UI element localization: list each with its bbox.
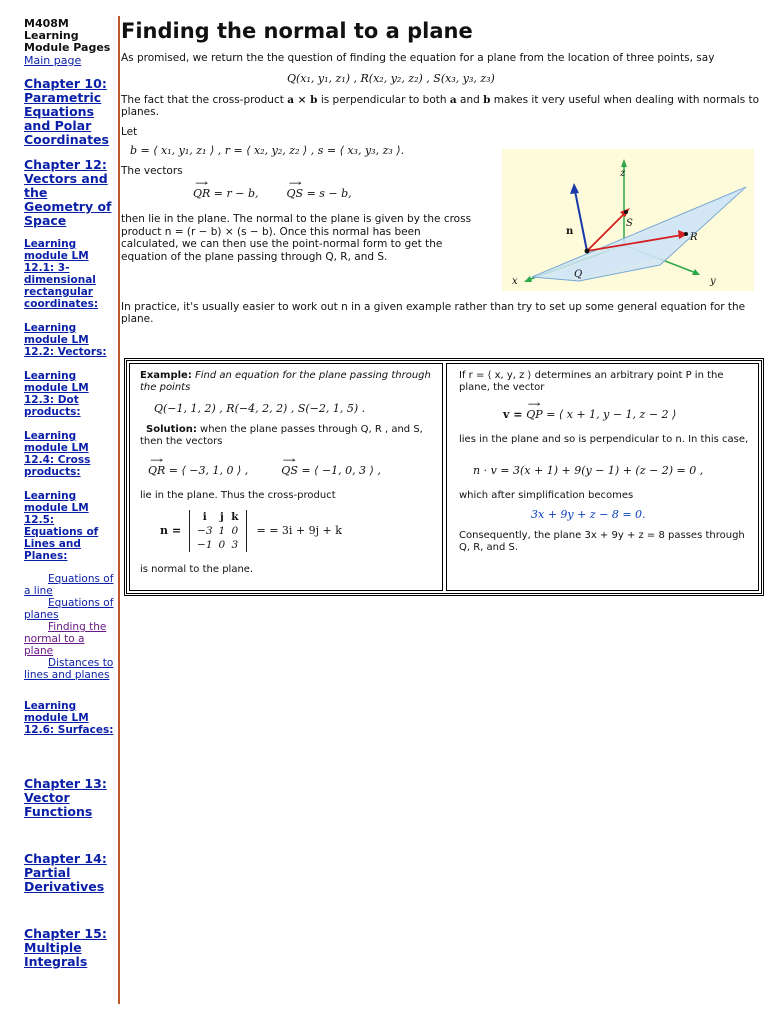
example-left-panel: [129, 363, 443, 591]
normal-vector: [575, 191, 587, 251]
label-s: S: [626, 218, 633, 229]
chapter-10-link[interactable]: Chapter 10: Parametric Equations and Polar Coordinates: [24, 76, 109, 147]
main-page-link[interactable]: Main page: [24, 54, 82, 67]
matrix-cell: 3: [231, 539, 239, 551]
let-label: Let: [121, 126, 138, 138]
plane-diagram: [502, 149, 754, 291]
plane-shape: [532, 187, 746, 281]
points-equation: Q(x₁, y₁, z₁) , R(x₂, y₂, z₂) , S(x₃, y₃, z₃): [287, 72, 495, 85]
module-12-4-link[interactable]: Learning module LM 12.4: Cross products:: [24, 430, 91, 478]
let-equation: b = ⟨ x₁, y₁, z₁ ⟩ , r = ⟨ x₂, y₂, z₂ ⟩ , s = ⟨ x₃, y₃, z₃ ⟩.: [130, 144, 405, 157]
example-prompt: [140, 370, 432, 394]
module-12-2-link[interactable]: Learning module LM 12.2: Vectors:: [24, 322, 107, 358]
conclusion-text: Consequently, the plane 3x + 9y + z = 8 passes through Q, R, and S.: [459, 530, 745, 553]
plane-normal-figure: [502, 149, 754, 291]
label-n: n: [566, 226, 574, 237]
solution-text: when the plane passes through Q, R , and S, then the vectors: [140, 424, 423, 447]
example-heading: Example:: [140, 370, 192, 381]
sublink-finding-normal[interactable]: [24, 621, 116, 657]
matrix-cell: −1: [197, 539, 213, 551]
sidebar-divider: [118, 16, 120, 1004]
label-q: Q: [574, 269, 583, 280]
vector-qs-label: → QS: [287, 187, 304, 201]
sublink-label: Equations of a line: [24, 573, 114, 597]
sublink-distances[interactable]: [24, 657, 116, 681]
matrix-cell: 1: [218, 525, 226, 537]
label-z: z: [620, 168, 626, 179]
matrix-cell: −3: [197, 525, 213, 537]
page-title: Finding the normal to a plane: [121, 19, 473, 43]
label-x: x: [512, 276, 518, 287]
matrix-table: [189, 510, 246, 552]
cross-text: The fact that the cross-product: [121, 94, 284, 106]
example-qs-label: → QS: [281, 464, 298, 478]
matrix-cell: 0: [231, 525, 239, 537]
sidebar-nav: [24, 16, 116, 969]
solution-label: Solution:: [146, 424, 197, 435]
example-points: Q(−1, 1, 2) , R(−4, 2, 2) , S(−2, 1, 5) .: [154, 402, 366, 415]
example-container: [124, 358, 764, 596]
module-12-5-link[interactable]: Learning module LM 12.5: Equations of Lines and Planes:: [24, 490, 99, 562]
normal-conclusion: is normal to the plane.: [140, 564, 254, 575]
label-y: y: [710, 276, 716, 287]
site-title-line: M408M: [24, 17, 69, 30]
chapter-12-link[interactable]: Chapter 12: Vectors and the Geometry of Space: [24, 157, 112, 228]
cross-product-paragraph: The fact that the cross-product a × b is perpendicular to both a and b makes it very useful when dealing with normals to planes.: [121, 94, 760, 118]
sublink-label: Equations of planes: [24, 597, 114, 621]
vectors-eq-part: = s − b,: [303, 187, 352, 200]
cross-text: makes it very useful when dealing with normals to planes.: [121, 94, 760, 118]
practice-paragraph: In practice, it's usually easier to work out n in a given example rather than try to set up some general equation for the plane.: [121, 301, 746, 325]
vector-a: a: [449, 94, 457, 106]
v-label: v =: [503, 408, 527, 421]
cross-product-matrix-equation: [160, 510, 434, 552]
matrix-cell: i: [202, 511, 207, 523]
example-qr-value: = ⟨ −3, 1, 0 ⟩ ,: [165, 464, 249, 477]
example-right-panel: [446, 363, 759, 591]
chapter-15-link[interactable]: Chapter 15: Multiple Integrals: [24, 926, 107, 969]
example-qs-value: = ⟨ −1, 0, 3 ⟩ ,: [297, 464, 381, 477]
module-12-1-link[interactable]: Learning module LM 12.1: 3-dimensional rectangular coordinates:: [24, 238, 99, 310]
matrix-cell: j: [219, 511, 224, 523]
sublink-label: Finding the normal to a plane: [24, 621, 107, 657]
sublink-equations-of-a-line[interactable]: [24, 573, 116, 597]
v-value: = ⟨ x + 1, y − 1, z − 2 ⟩: [542, 408, 677, 421]
qp-label: → QP: [526, 408, 542, 422]
vector-b: b: [483, 94, 491, 106]
solution-paragraph: [140, 424, 434, 448]
vectors-label: The vectors: [121, 165, 183, 177]
simplify-text: which after simplification becomes: [459, 490, 634, 501]
intro-paragraph: As promised, we return the the question of finding the equation for a plane from the location of three points, say: [121, 52, 715, 64]
sublink-label: Distances to lines and planes: [24, 657, 114, 681]
main-content: [121, 16, 766, 575]
matrix-cell: k: [231, 511, 239, 523]
chapter-14-link[interactable]: Chapter 14: Partial Derivatives: [24, 851, 107, 894]
chapter-13-link[interactable]: Chapter 13: Vector Functions: [24, 776, 107, 819]
label-r: R: [690, 232, 698, 243]
vectors-eq-part: = r − b,: [210, 187, 287, 200]
determinant-matrix: [189, 510, 246, 552]
lie-text: lie in the plane. Thus the cross-product: [140, 490, 336, 501]
normal-paragraph: then lie in the plane. The normal to the plane is given by the cross product n = (r − b) × (s − b). Once this normal has been calculated, we can then use the point-normal form to get the equation of the plane passing through Q, R, and S.: [121, 213, 472, 263]
lies-text: lies in the plane and so is perpendicular to n. In this case,: [459, 434, 749, 445]
n-result: = = 3i + 9j + k: [256, 524, 342, 537]
module-12-3-link[interactable]: Learning module LM 12.3: Dot products:: [24, 370, 89, 418]
dot-product-equation: n · v = 3(x + 1) + 9(y − 1) + (z − 2) = 0 ,: [473, 464, 704, 477]
n-label: n =: [160, 524, 182, 537]
example-vectors: [148, 464, 434, 478]
example-prompt-text: Find an equation for the plane passing through the points: [140, 370, 431, 393]
site-title-line: Learning: [24, 29, 79, 42]
module-12-6-link[interactable]: Learning module LM 12.6: Surfaces:: [24, 700, 114, 736]
cross-text: is perpendicular to both: [320, 94, 447, 106]
site-title: [24, 18, 116, 54]
sublink-equations-of-planes[interactable]: [24, 597, 116, 621]
example-qr-label: → QR: [148, 464, 165, 478]
vector-qr-label: → QR: [193, 187, 210, 201]
cross-expr: a × b: [287, 94, 318, 106]
matrix-cell: 0: [218, 539, 226, 551]
final-equation: 3x + 9y + z − 8 = 0.: [531, 508, 646, 521]
v-equation: [503, 408, 750, 422]
site-title-line: Module Pages: [24, 41, 111, 54]
right-intro: If r = ⟨ x, y, z ⟩ determines an arbitrary point P in the plane, the vector: [459, 370, 724, 393]
